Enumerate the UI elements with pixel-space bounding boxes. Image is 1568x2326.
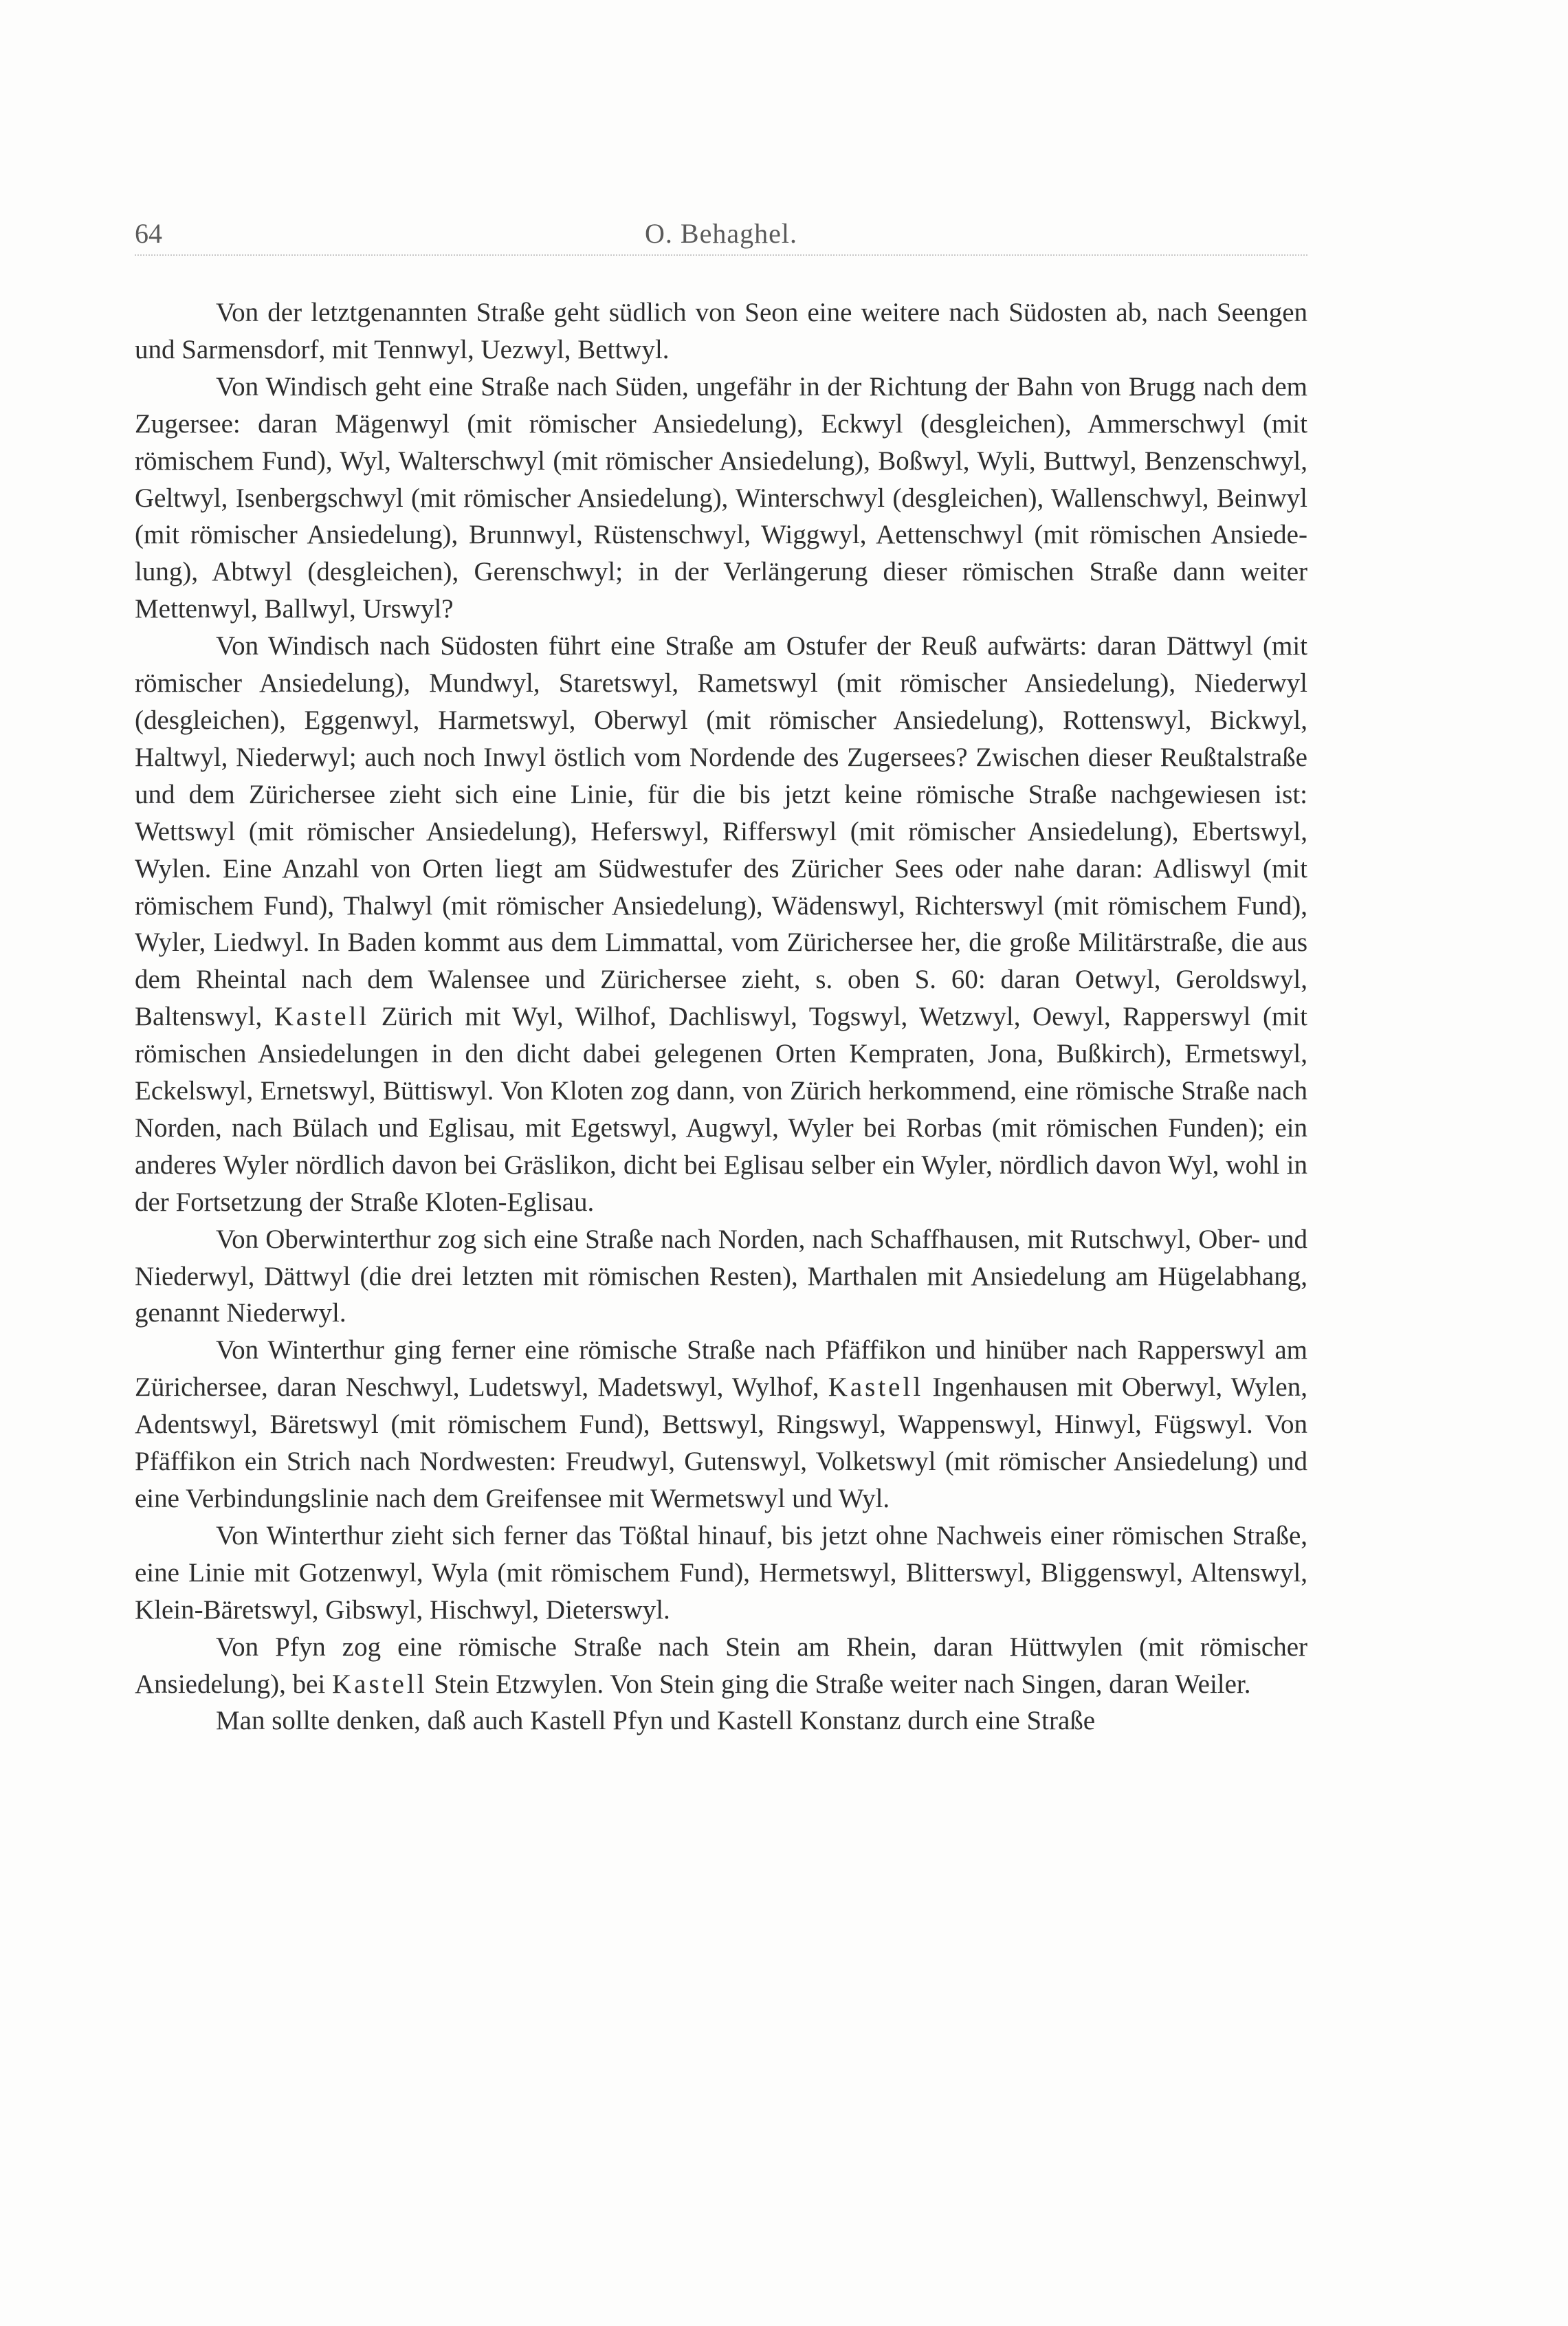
paragraph-5: Von Winterthur ging ferner eine römische Straße nach Pfäffikon und hinüber nach Rapperswyl am Zürichersee, daran Neschwyl, Ludetswyl, Madetswyl, Wylhof, Kastell Ingenhausen mit Oberwyl, Wylen, Adentswyl, Bäretswyl (mit römischem Fund), Bettswyl, Ringswyl, Wappenswyl, Hinwyl, Fügswyl. Von Pfäffikon ein Strich nach Nordwesten: Freudwyl, Gutenswyl, Volketswyl (mit römischer Ansiedelung) und eine Verbindungslinie nach dem Greifensee mit Wermetswyl und Wyl. (135, 1335, 1307, 1513)
spaced-word: Kastell (828, 1372, 924, 1403)
paragraph-8: Man sollte denken, daß auch Kastell Pfyn und Kastell Konstanz durch eine Straße (216, 1706, 1096, 1736)
page-number: 64 (135, 218, 162, 249)
paragraph-7: Von Pfyn zog eine römische Straße nach Stein am Rhein, daran Hüttwylen (mit römischer Ansiedelung), bei Kastell Stein Etzwylen. Von Stein ging die Straße weiter nach Singen, daran Weiler. (135, 1632, 1307, 1699)
header-rule (135, 254, 1307, 256)
paragraph-1: Von der letztgenannten Straße geht südlich von Seon eine weitere nach Südosten ab, nach Seengen und Sarmensdorf, mit Tennwyl, Uezwyl, Bettwyl. (135, 298, 1307, 364)
paragraph-3: Von Windisch nach Südosten führt eine Straße am Ostufer der Reuß aufwärts: daran Dättwyl (mit römischer Ansiedelung), Mundwyl, Staretswyl, Rametswyl (mit römischer Ansiedelung), Niederwyl (desgleichen), Eggenwyl, Harmetswyl, Oberwyl (mit römischer Ansiedelung), Rottenswyl, Bickwyl, Haltwyl, Niederwyl; auch noch Inwyl östlich vom Nordende des Zugersees? Zwischen dieser Reußtalstraße und dem Zürichersee zieht sich eine Linie, für die bis jetzt keine römische Straße nachgewiesen ist: Wettswyl (mit römischer Ansiedelung), Heferswyl, Rifferswyl (mit römischer Ansiedelung), Ebertswyl, Wylen. Eine Anzahl von Orten liegt am Südwestufer des Züricher Sees oder nahe daran: Adliswyl (mit römischem Fund), Thalwyl (mit römischer Ansiedelung), Wädenswyl, Richterswyl (mit römischem Fund), Wyler, Liedwyl. In Baden kommt aus dem Limmattal, vom Zürichersee her, die große Militärstraße, die aus dem Rheintal nach dem Walensee und Zürichersee zieht, s. oben S. 60: daran Oetwyl, Geroldswyl, Baltenswyl, Kastell Zürich mit Wyl, Wilhof, Dachliswyl, Togswyl, Wetzwyl, Oewyl, Rapperswyl (mit römischen Ansiedelungen in den dicht dabei gelegenen Orten Kempraten, Jona, Bußkirch), Ermetswyl, Eckelswyl, Ernetswyl, Büttiswyl. Von Kloten zog dann, von Zürich herkommend, eine römische Straße nach Norden, nach Bülach und Eglisau, mit Egetswyl, Augwyl, Wyler bei Rorbas (mit römischen Funden); ein anderes Wyler nördlich davon bei Gräslikon, dicht bei Eglisau selber ein Wyler, nördlich davon Wyl, wohl in der Fortsetzung der Straße Kloten-Eglisau. (135, 631, 1308, 1217)
spaced-word: Kastell (274, 1002, 370, 1032)
paragraph-6: Von Winterthur zieht sich ferner das Tößtal hinauf, bis jetzt ohne Nachweis einer römischen Straße, eine Linie mit Gotzenwyl, Wyla (mit römischem Fund), Hermetswyl, Blitterswyl, Bliggenswyl, Altenswyl, Klein-Bäretswyl, Gibswyl, Hischwyl, Dieterswyl. (135, 1520, 1307, 1625)
body-text (135, 294, 1307, 1740)
paragraph-2: Von Windisch geht eine Straße nach Süden, ungefähr in der Richtung der Bahn von Brugg nach dem Zugersee: daran Mägenwyl (mit römischer Ansiedelung), Eckwyl (desgleichen), Ammerschwyl (mit römischem Fund), Wyl, Walterschwyl (mit römischer Ansiedelung), Boßwyl, Wyli, Buttwyl, Benzenschwyl, Geltwyl, Isenbergschwyl (mit römischer Ansiedelung), Winterschwyl (desgleichen), Wallenschwyl, Beinwyl (mit römischer Ansiedelung), Brunnwyl, Rüstenschwyl, Wiggwyl, Aettenschwyl (mit römischen Ansiedelung), Abtwyl (desgleichen), Gerenschwyl; in der Verlängerung dieser römischen Straße dann weiter Mettenwyl, Ballwyl, Urswyl? (135, 371, 1307, 624)
paragraph-4: Von Oberwinterthur zog sich eine Straße nach Norden, nach Schaffhausen, mit Rutschwyl, Ober- und Niederwyl, Dättwyl (die drei letzten mit römischen Resten), Marthalen mit Ansiedelung am Hügelabhang, genannt Niederwyl. (135, 1224, 1307, 1328)
running-head (135, 217, 1307, 259)
spaced-word: Kastell (332, 1669, 428, 1699)
running-head-author: O. Behaghel. (645, 218, 797, 249)
